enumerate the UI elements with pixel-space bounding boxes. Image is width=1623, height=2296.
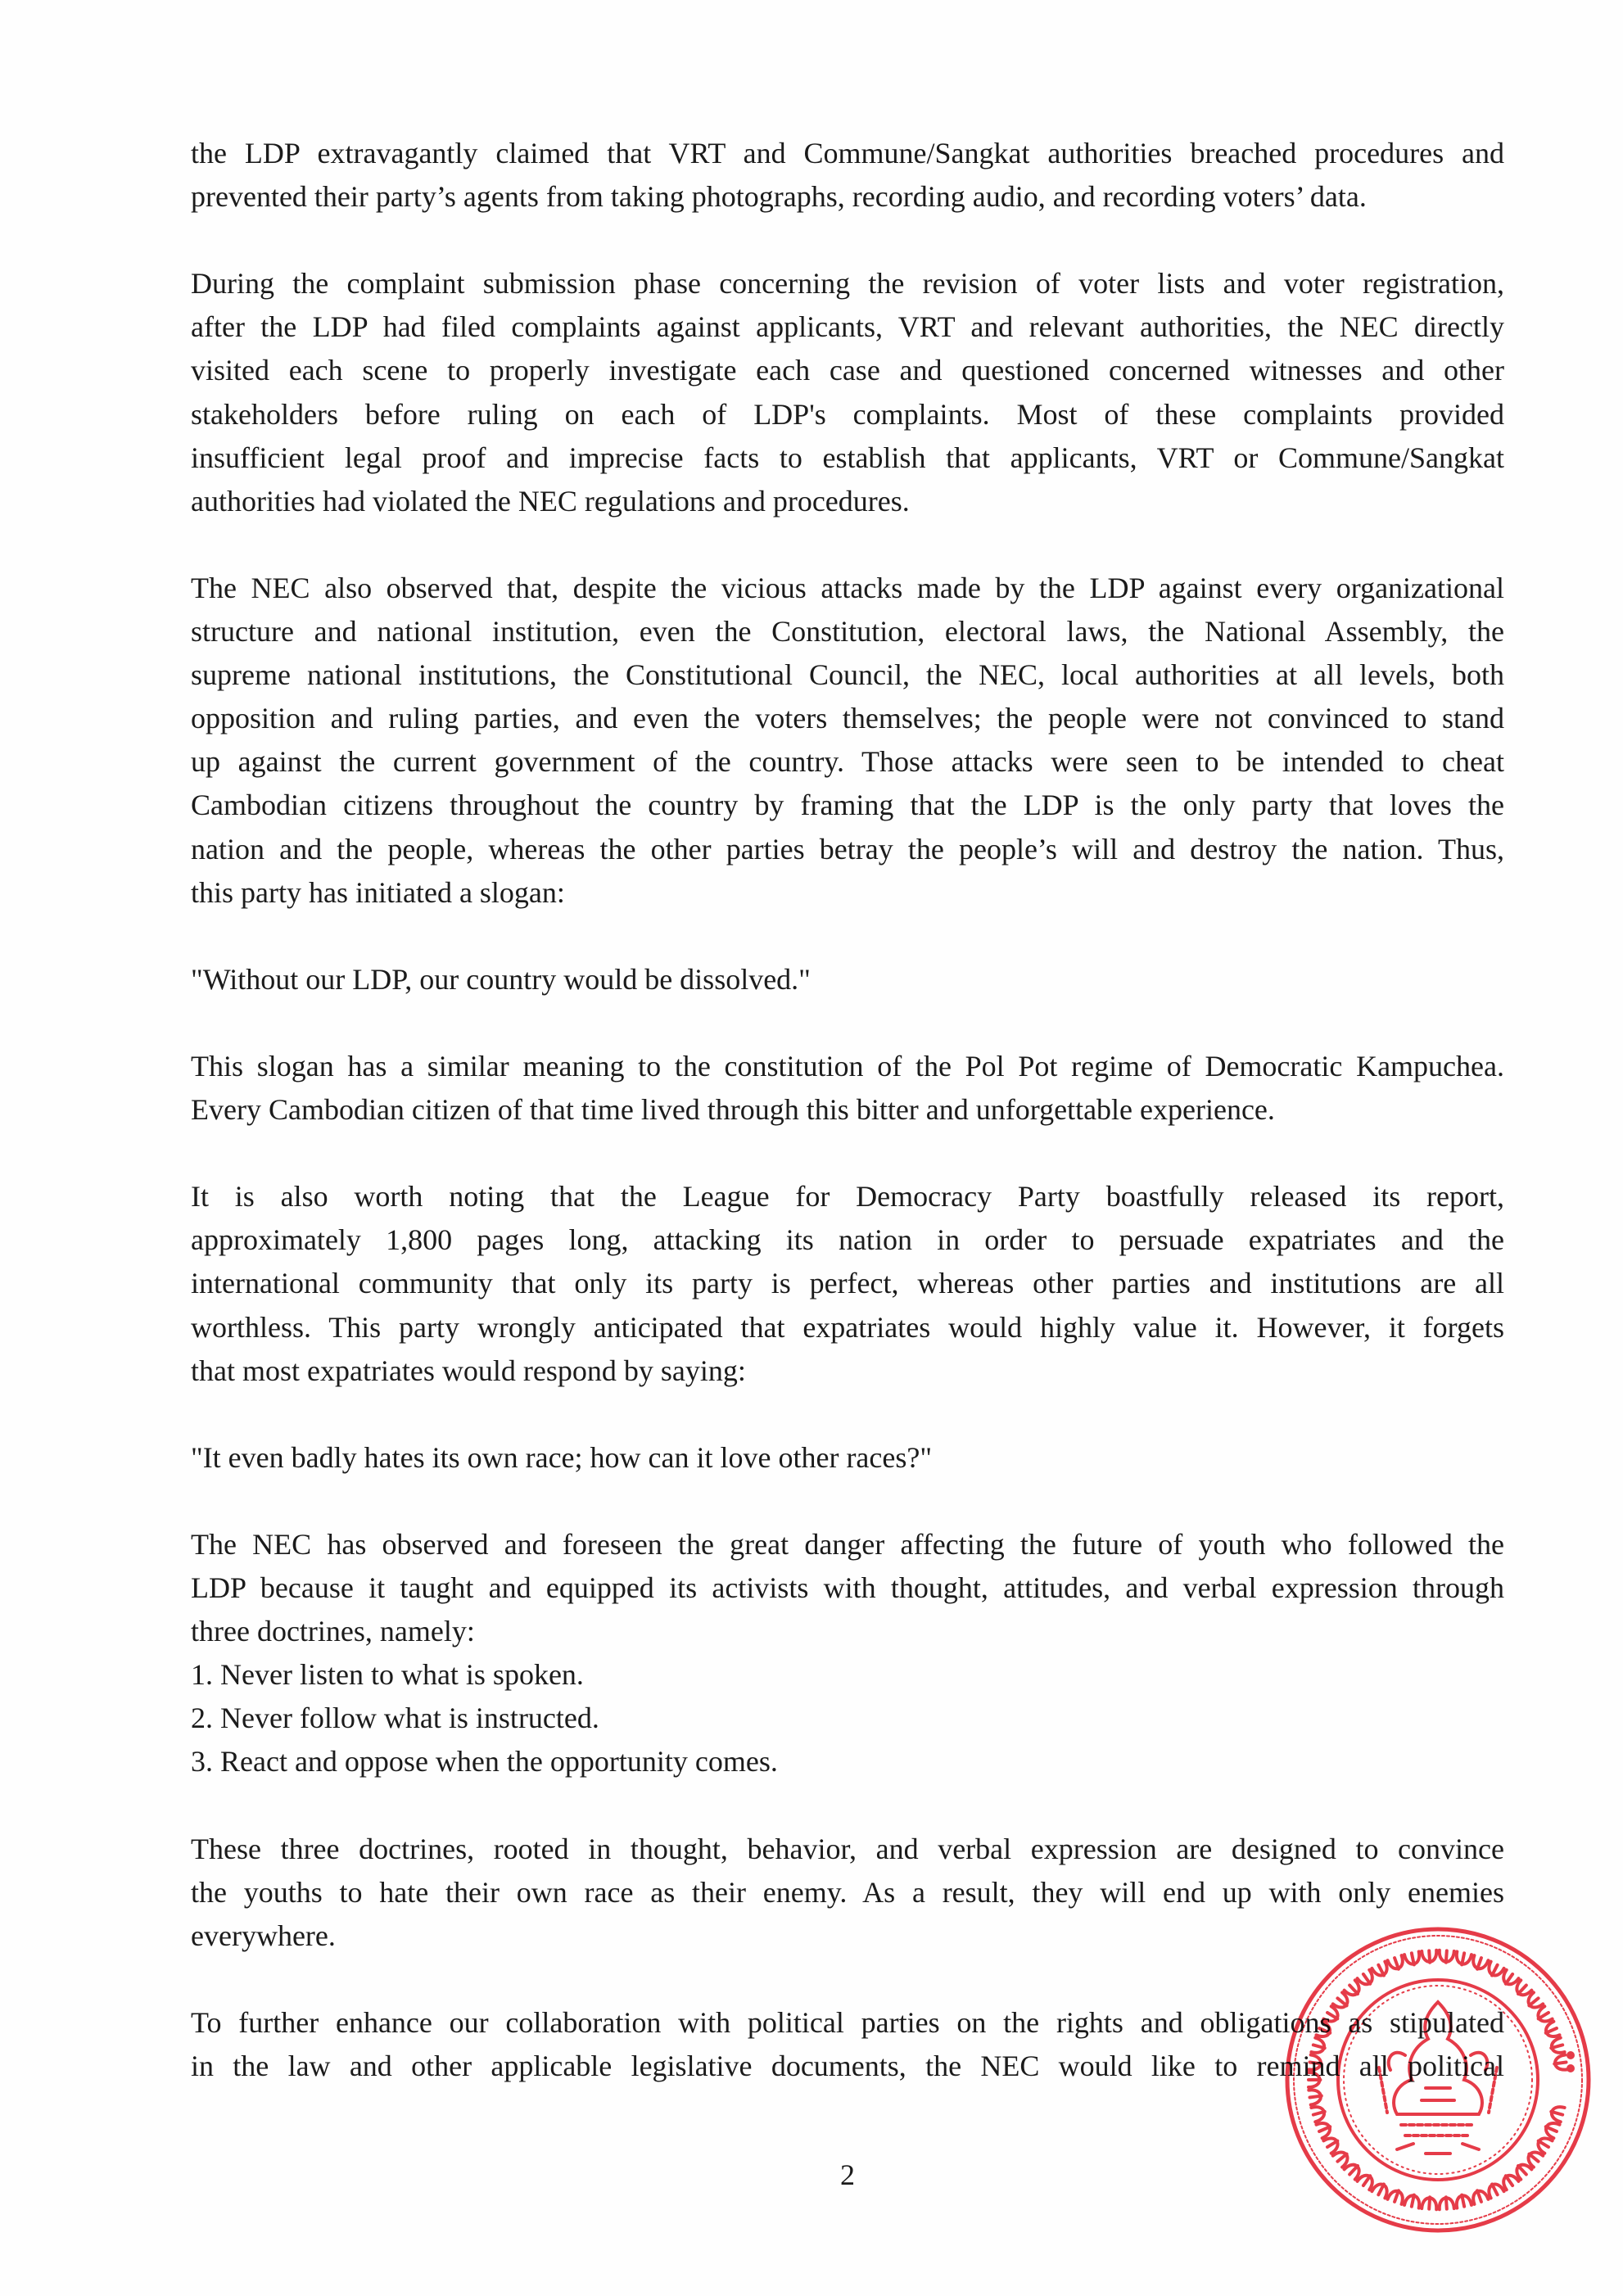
list-item: 1. Never listen to what is spoken. (191, 1658, 584, 1692)
seal-glyph (1543, 2022, 1559, 2040)
seal-glyph (1454, 2194, 1472, 2208)
seal-glyph (1404, 2194, 1422, 2208)
text-line: three doctrines, namely: (191, 1615, 475, 1648)
text-line: LDP because it taught and equipped its activists with thought, attitudes, and verbal expression through (191, 1571, 1504, 1605)
paragraph (191, 132, 1504, 219)
text-line: worthless. This party wrongly anticipated that expatriates would highly value it. However, it forgets (191, 1310, 1504, 1344)
text-line: the youths to hate their own race as their enemy. As a result, they will end up with only enemies (191, 1875, 1504, 1909)
seal-glyph (1439, 2197, 1454, 2210)
text-line: structure and national institution, even the Constitution, electoral laws, the National Assembly, the (191, 615, 1504, 649)
text-line: prevented their party’s agents from taking photographs, recording audio, and recording voters’ data. (191, 180, 1367, 214)
text-line: up against the current government of the country. Those attacks were seen to be intended to cheat (191, 745, 1504, 779)
text-line: The NEC has observed and foreseen the great danger affecting the future of youth who followed the (191, 1528, 1504, 1561)
text-line: This slogan has a similar meaning to the constitution of the Pol Pot regime of Democratic Kampuchea. (191, 1049, 1504, 1082)
seal-glyph (1525, 1992, 1544, 2011)
paragraph (191, 1828, 1504, 1958)
seal-glyph (1543, 2120, 1559, 2138)
text-line: The NEC also observed that, despite the vicious attacks made by the LDP against every organizational (191, 571, 1504, 604)
seal-glyph (1512, 1980, 1531, 1999)
text-line: that most expatriates would respond by saying: (191, 1354, 746, 1387)
text-line: everywhere. (191, 1919, 336, 1952)
text-line: Every Cambodian citizen of that time lived through this bitter and unforgettable experience. (191, 1093, 1275, 1127)
doctrine-list (191, 1653, 1504, 1783)
paragraph (191, 2001, 1504, 2088)
paragraph (191, 1045, 1504, 1132)
text-line: It is also worth noting that the League for Democracy Party boastfully released its report, (191, 1180, 1504, 1214)
paragraph (191, 262, 1504, 523)
paragraph (191, 958, 1504, 1001)
text-line: after the LDP had filed complaints against applicants, VRT and relevant authorities, the NEC directly (191, 310, 1504, 344)
text-line: supreme national institutions, the Constitutional Council, the NEC, local authorities at all levels, both (191, 658, 1504, 692)
seal-glyph (1549, 2038, 1565, 2055)
text-line: international community that only its party is perfect, whereas other parties and institutions are all (191, 1267, 1504, 1300)
text-line: To further enhance our collaboration with political parties on the rights and obligations as stipulated (191, 2006, 1504, 2040)
text-line: These three doctrines, rooted in thought, behavior, and verbal expression are designed to convince (191, 1832, 1504, 1865)
page-number: 2 (840, 2158, 855, 2191)
text-line: stakeholders before ruling on each of LDP's complaints. Most of these complaints provided (191, 397, 1504, 431)
list-item: 3. React and oppose when the opportunity comes. (191, 1745, 778, 1778)
text-line: "It even badly hates its own race; how can it love other races?" (191, 1440, 933, 1474)
text-line: this party has initiated a slogan: (191, 875, 565, 909)
seal-glyph (1535, 2006, 1553, 2025)
seal-glyph (1422, 2197, 1437, 2210)
text-line: approximately 1,800 pages long, attacking its nation in order to persuade expatriates and the (191, 1223, 1504, 1257)
paragraph (191, 1436, 1504, 1480)
paragraph (191, 1175, 1504, 1392)
text-line: in the law and other applicable legislative documents, the NEC would like to remind all political (191, 2050, 1504, 2083)
seal-glyph (1549, 2104, 1565, 2122)
text-line: Cambodian citizens throughout the country by framing that the LDP is the only party that loves the (191, 789, 1504, 822)
text-line: During the complaint submission phase concerning the revision of voter lists and voter registration, (191, 267, 1504, 301)
seal-glyph (1323, 2135, 1341, 2154)
seal-glyph (1553, 2055, 1567, 2072)
text-line: the LDP extravagantly claimed that VRT and Commune/Sangkat authorities breached procedures and (191, 137, 1504, 169)
list-item: 2. Never follow what is instructed. (191, 1702, 599, 1735)
text-line: "Without our LDP, our country would be dissolved." (191, 962, 811, 996)
text-line: authorities had violated the NEC regulations and procedures. (191, 484, 910, 518)
text-line: nation and the people, whereas the other parties betray the people’s will and destroy the nation. Thus, (191, 832, 1504, 866)
seal-glyph (1535, 2135, 1553, 2154)
document-body (191, 132, 1504, 2131)
text-line: insufficient legal proof and imprecise facts to establish that applicants, VRT or Commune/Sangkat (191, 441, 1504, 474)
text-line: visited each scene to properly investigate each case and questioned concerned witnesses and other (191, 354, 1504, 387)
text-line: opposition and ruling parties, and even the voters themselves; the people were not convinced to stand (191, 702, 1504, 735)
paragraph (191, 567, 1504, 915)
paragraph (191, 1523, 1504, 1784)
